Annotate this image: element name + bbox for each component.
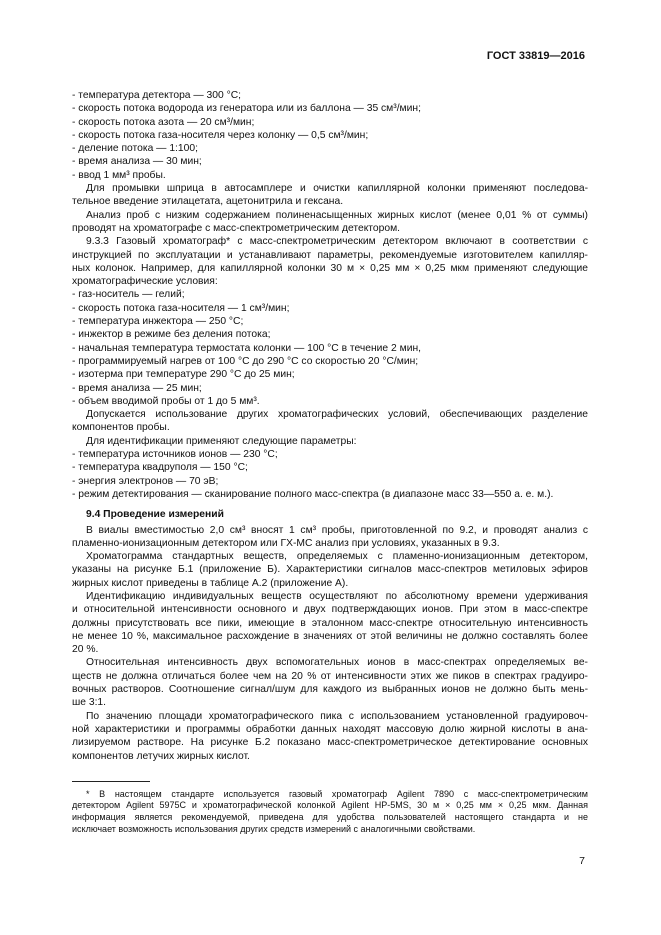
list-item: - газ-носитель — гелий; — [72, 289, 185, 301]
text-line: 9.3.3 Газовый хроматограф* с масс-спектрометрическим детектором включают в соответствии с — [86, 236, 588, 248]
text-line: ных колонок. Например, для капиллярной колонки 30 м × 0,25 мм × 0,25 мкм применяют следующие — [72, 262, 588, 274]
list-item: - начальная температура термостата колонки — 100 °С в течение 2 мин, — [72, 342, 421, 354]
list-item: - деление потока — 1:100; — [72, 143, 198, 155]
text-line: В виалы вместимостью 2,0 см³ вносят 1 см³ пробы, приготовленной по 9.2, и проводят анализ с — [86, 524, 588, 536]
list-item: - температура квадруполя — 150 °С; — [72, 462, 248, 474]
list-item: - ввод 1 мм³ пробы. — [72, 169, 166, 181]
paragraph-other-conditions — [72, 408, 588, 435]
list-item: - скорость потока газа-носителя — 1 см³/мин; — [72, 302, 290, 314]
text-line: и относительной интенсивности основного и двух подтверждающих ионов. При этом в масс-спектре — [72, 604, 588, 616]
section-heading: 9.4 Проведение измерений — [86, 509, 224, 521]
list-item: - изотерма при температуре 290 °С до 25 мин; — [72, 369, 295, 381]
page-number: 7 — [579, 855, 585, 867]
paragraph-identification: Для идентификации применяют следующие параметры: — [86, 435, 357, 447]
footnote — [72, 789, 588, 835]
paragraph-vials — [72, 524, 588, 551]
list-item: - время анализа — 25 мин; — [72, 382, 202, 394]
text-line: Идентификацию индивидуальных веществ осуществляют по абсолютному времени удерживания — [86, 590, 588, 602]
paragraph-chromatogram — [72, 550, 588, 590]
paragraph-9-3-3 — [72, 235, 588, 288]
text-line: хроматографические условия: — [72, 276, 218, 288]
footnote-line: информация является рекомендуемой, приведена для удобства пользователей настоящего стандарта и не — [72, 812, 588, 823]
text-line: лизируемом растворе. На рисунке Б.2 показано масс-спектрометрическое детектирование основных — [72, 737, 588, 749]
text-line: инструкцией по эксплуатации и устанавливают параметры, рекомендуемые изготовителем капилляр- — [72, 249, 588, 261]
list-item: - режим детектирования — сканирование полного масс-спектра (в диапазоне масс 33—550 а. е. м.). — [72, 488, 554, 500]
paragraph-identification-method — [72, 590, 588, 656]
list-item: - температура детектора — 300 °С; — [72, 90, 241, 101]
text-line: ществ не должна отличаться более чем на 20 % от интенсивности этих же пиков в спектрах градуиро- — [72, 670, 588, 682]
text-line: Для промывки шприца в автосамплере и очистки капиллярной колонки применяют последова- — [86, 183, 588, 195]
text-line: компонентов летучих жирных кислот. — [72, 750, 250, 762]
text-line: проводят на хроматографе с масс-спектрометрическим детектором. — [72, 222, 401, 234]
text-line: Хроматограмма стандартных веществ, определяемых с пламенно-ионизационным детектором, — [86, 551, 588, 563]
text-line: тельное введение этилацетата, ацетонитрила и гексана. — [72, 196, 344, 208]
footnote-line: детектором Agilent 5975C и хроматографической колонкой Agilent HP-5MS, 30 м × 0,25 мм × 0,25 мкм. Данная — [72, 800, 588, 811]
text-line: не менее 10 %, максимальное расхождение в значениях от этой величины не должно составлять более — [72, 630, 588, 642]
footnote-line: * В настоящем стандарте используется газовый хроматограф Agilent 7890 с масс-спектрометрическим — [86, 788, 588, 799]
paragraph-relative-intensity — [72, 656, 588, 709]
page-body — [72, 89, 588, 835]
list-item: - программируемый нагрев от 100 °С до 290 °С со скоростью 20 °С/мин; — [72, 355, 419, 367]
detector-parameter-list — [72, 89, 588, 182]
paragraph-peak-area — [72, 710, 588, 763]
paragraph-syringe-wash — [72, 182, 588, 209]
document-code: ГОСТ 33819—2016 — [486, 50, 585, 62]
chromatographic-conditions-list — [72, 288, 588, 408]
list-item: - энергия электронов — 70 эВ; — [72, 475, 219, 487]
list-item: - температура источников ионов — 230 °С; — [72, 449, 278, 461]
text-line: Анализ проб с низким содержанием полиненасыщенных жирных кислот (менее 0,01 % от суммы) — [86, 209, 588, 221]
text-line: По значению площади хроматографического пика с использованием установленной градуировоч- — [86, 710, 588, 722]
footnote-line: исключает возможность использования других средств измерений с аналогичными свойствами. — [72, 823, 476, 834]
text-line: пламенно-ионизационным детектором или ГХ-МС анализ при условиях, указанных в 9.3. — [72, 537, 500, 549]
footnote-divider — [72, 781, 150, 782]
list-item: - скорость потока газа-носителя через колонку — 0,5 см³/мин; — [72, 129, 369, 141]
text-line: Допускается использование других хроматографических условий, обеспечивающих разделение — [86, 409, 588, 421]
text-line: ной характеристики и программы обработки данных находят массовую долю жирной кислоты в ана- — [72, 723, 588, 735]
paragraph-low-pufa — [72, 209, 588, 236]
list-item: - температура инжектора — 250 °С; — [72, 316, 244, 328]
text-line: жирных кислот приведены в таблице А.2 (приложение А). — [72, 577, 349, 589]
text-line: 20 %. — [72, 644, 99, 656]
list-item: - время анализа — 30 мин; — [72, 156, 202, 168]
list-item: - инжектор в режиме без деления потока; — [72, 329, 271, 341]
text-line: указаны на рисунке Б.1 (приложение Б). Характеристики сигналов масс-спектров метиловых эфиров — [72, 564, 588, 576]
text-line: компонентов пробы. — [72, 422, 170, 434]
text-line: ше 3:1. — [72, 697, 107, 709]
identification-parameter-list — [72, 448, 588, 501]
list-item: - скорость потока азота — 20 см³/мин; — [72, 116, 255, 128]
text-line: вочных растворов. Соотношение сигнал/шум для каждого из выбранных ионов не должно быть мень- — [72, 684, 588, 696]
list-item: - скорость потока водорода из генератора или из баллона — 35 см³/мин; — [72, 103, 421, 115]
text-line: должны присутствовать все пики, имеющие в эталонном масс-спектре относительную интенсивность — [72, 617, 588, 629]
text-line: Относительная интенсивность двух вспомогательных ионов в масс-спектрах определяемых ве- — [86, 657, 588, 669]
list-item: - объем вводимой пробы от 1 до 5 мм³. — [72, 395, 260, 407]
